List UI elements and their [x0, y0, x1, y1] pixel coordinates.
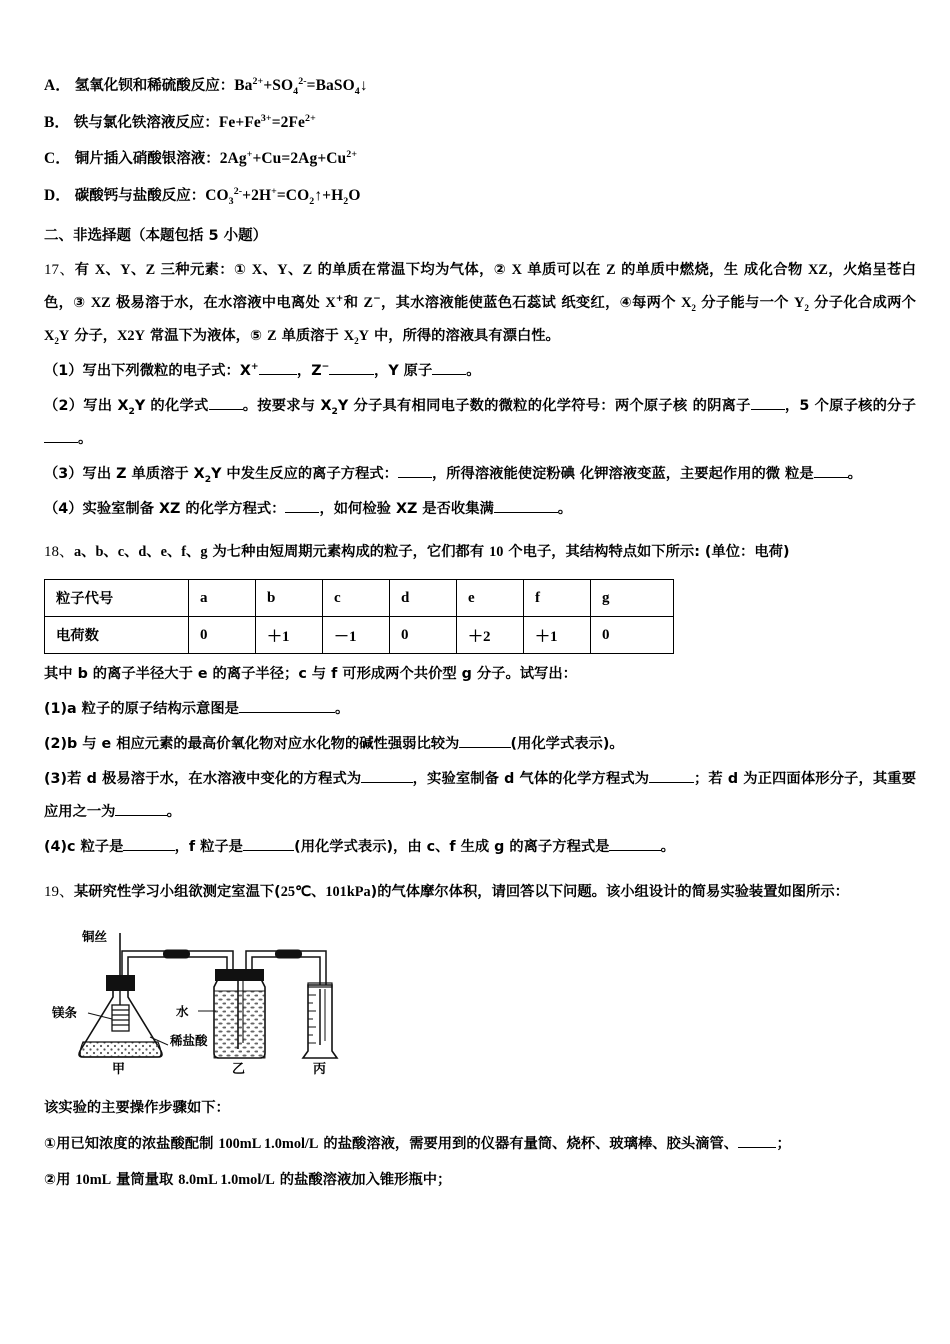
choice-label-d: D． — [44, 186, 71, 204]
step-2 — [44, 1163, 916, 1197]
question-18-stem — [44, 536, 916, 569]
answer-blank[interactable] — [609, 850, 660, 851]
particle-table-wrapper — [44, 579, 916, 654]
answer-blank[interactable] — [432, 374, 466, 375]
choice-text-d: 碳酸钙与盐酸反应： — [74, 187, 206, 204]
table-cell: d — [390, 580, 457, 617]
question-18-sub-4-text: (4)c 粒子是 ，f 粒子是 (用化学式表示)，由 c、f 生成 g 的离子方程式是 。 — [44, 839, 675, 855]
question-17-sub-1-text: （1）写出下列微粒的电子式：X+ ，Z− ，Y 原子 。 — [44, 362, 481, 379]
choice-option-b — [44, 112, 916, 131]
table-cell: －1 — [323, 617, 390, 654]
question-18-sub-3-text: (3)若 d 极易溶于水，在水溶液中变化的方程式为 ，实验室制备 d 气体的化学方程式为 ；若 d 为正四面体形分子，其重要应用之一为 。 — [44, 771, 916, 820]
answer-blank[interactable] — [738, 1147, 776, 1148]
question-19-number: 19、 — [44, 884, 75, 900]
choice-formula-d: $CO_3^{2-}+2H^+=CO_2↑+H_2O$ — [205, 185, 361, 207]
question-17-stem — [44, 254, 916, 353]
answer-blank[interactable] — [361, 782, 412, 783]
label-vessel-a: 甲 — [112, 1062, 126, 1075]
question-19-stem-text: 某研究性学习小组欲测定室温下(25℃、101kPa)的气体摩尔体积，请回答以下问题。该小组设计的简易实验装置如图所示： — [74, 884, 849, 900]
question-18-sub-2-text: (2)b 与 e 相应元素的最高价氧化物对应水化物的碱性强弱比较为 (用化学式表示)。 — [44, 736, 624, 752]
question-17-sub-1 — [44, 355, 916, 388]
section-heading: 二、非选择题（本题包括 5 小题） — [44, 228, 268, 244]
question-18-sub-2 — [44, 728, 916, 761]
answer-blank[interactable] — [123, 850, 174, 851]
step-2-text: ②用 10mL 量筒量取 8.0mL 1.0mol/L 的盐酸溶液加入锥形瓶中； — [44, 1172, 452, 1188]
particle-table — [44, 579, 674, 654]
answer-blank[interactable] — [44, 442, 78, 443]
answer-blank[interactable] — [115, 815, 166, 816]
question-18-sub-1 — [44, 693, 916, 726]
question-17-number: 17、 — [44, 262, 75, 278]
table-cell: ＋2 — [457, 617, 524, 654]
table-cell: 电荷数 — [45, 617, 189, 654]
answer-blank[interactable] — [239, 712, 335, 713]
question-17-sub-2-text: （2）写出 $X_2Y$ 的化学式 。按要求与 $X_2Y$ 分子具有相同电子数的微粒的化学符号：两个原子核 的阴离子 ，5 个原子核的分子。 — [44, 398, 916, 447]
label-magnesium-strip: 镁条 — [52, 1005, 78, 1020]
table-row — [45, 580, 674, 617]
question-17 — [44, 254, 916, 526]
table-cell: a — [189, 580, 256, 617]
answer-blank[interactable] — [751, 409, 785, 410]
choice-option-c — [44, 148, 916, 167]
answer-blank[interactable] — [649, 782, 694, 783]
question-17-sub-4-text: （4）实验室制备 XZ 的化学方程式： ，如何检验 XZ 是否收集满 。 — [44, 501, 573, 517]
answer-blank[interactable] — [209, 409, 243, 410]
choice-formula-b: $Fe+Fe^{3+}=2Fe^{2+}$ — [218, 112, 316, 131]
answer-blank[interactable] — [243, 850, 294, 851]
table-cell: 0 — [591, 617, 674, 654]
apparatus-svg — [50, 925, 380, 1075]
question-19-stem — [44, 876, 916, 909]
table-cell: 粒子代号 — [45, 580, 189, 617]
question-18-note — [44, 658, 916, 691]
question-18-number: 18、 — [44, 544, 75, 560]
table-cell: g — [591, 580, 674, 617]
question-17-sub-2 — [44, 390, 916, 456]
gas-bottle — [214, 969, 265, 1058]
question-18 — [44, 536, 916, 864]
choice-label-b: B． — [44, 113, 70, 131]
choice-text-b: 铁与氯化铁溶液反应： — [73, 114, 219, 131]
choice-text-a: 氢氧化钡和稀硫酸反应： — [74, 78, 235, 94]
choice-text-c: 铜片插入硝酸银溶液： — [74, 151, 220, 167]
table-cell: ＋1 — [256, 617, 323, 654]
label-dilute-hcl: 稀盐酸 — [170, 1033, 208, 1048]
particle-table-body — [45, 580, 674, 654]
steps-intro — [44, 1091, 916, 1125]
label-vessel-c: 丙 — [313, 1062, 327, 1075]
choice-label-a: A． — [44, 77, 71, 94]
table-cell: c — [323, 580, 390, 617]
question-17-sub-3-text: （3）写出 Z 单质溶于 $X_2Y$ 中发生反应的离子方程式： ，所得溶液能使淀粉碘 化钾溶液变蓝，主要起作用的微 粒是 。 — [44, 466, 862, 485]
table-cell: 0 — [390, 617, 457, 654]
question-19 — [44, 876, 916, 1197]
experiment-steps — [44, 1091, 916, 1197]
question-17-stem-text: 有 X、Y、Z 三种元素：① X、Y、Z 的单质在常温下均为气体，② X 单质可以在 Z 的单质中燃烧，生 成化合物 XZ，火焰呈苍白色，③ XZ 极易溶于水，在水溶液中电离处 X+和 Z−，其水溶液能使蓝色石蕊试 纸变红，④每两个 $X_2$ 分子能与一个 $Y_2$ 分子化合成两个 $X_2Y$ 分子，X2Y 常温下为液体，⑤ Z 单质溶于 $X_2Y$ 中，所得的溶液具有漂白性。 — [44, 262, 917, 346]
label-water: 水 — [176, 1004, 189, 1019]
step-1 — [44, 1127, 916, 1161]
choice-list — [44, 75, 916, 207]
choice-formula-a: $Ba^{2+}+SO_4^{2-}=BaSO_4↓$ — [234, 75, 368, 98]
question-18-stem-text: a、b、c、d、e、f、g 为七种由短周期元素构成的粒子，它们都有 10 个电子，其结构特点如下所示: (单位：电荷) — [74, 544, 790, 560]
steps-intro-text: 该实验的主要操作步骤如下： — [44, 1100, 230, 1116]
answer-blank[interactable] — [398, 477, 432, 478]
question-18-note-text: 其中 b 的离子半径大于 e 的离子半径；c 与 f 可形成两个共价型 g 分子。试写出： — [44, 666, 577, 682]
table-cell: f — [524, 580, 591, 617]
question-18-sub-1-text: (1)a 粒子的原子结构示意图是 。 — [44, 701, 350, 717]
answer-blank[interactable] — [285, 512, 319, 513]
table-row — [45, 617, 674, 654]
table-cell: b — [256, 580, 323, 617]
apparatus-diagram — [50, 925, 380, 1075]
page-content — [44, 75, 917, 1199]
choice-option-a — [44, 75, 916, 98]
answer-blank[interactable] — [259, 374, 297, 375]
table-cell: e — [457, 580, 524, 617]
question-17-sub-3 — [44, 458, 916, 491]
choice-label-c: C． — [44, 150, 71, 167]
answer-blank[interactable] — [494, 512, 558, 513]
answer-blank[interactable] — [814, 477, 848, 478]
choice-formula-c: $2Ag^++Cu=2Ag+Cu^{2+}$ — [219, 148, 358, 167]
table-cell: ＋1 — [524, 617, 591, 654]
label-vessel-b: 乙 — [232, 1062, 246, 1075]
table-cell: 0 — [189, 617, 256, 654]
choice-option-d — [44, 185, 916, 207]
question-18-sub-4 — [44, 831, 916, 864]
answer-blank[interactable] — [329, 374, 374, 375]
step-1-text: ①用已知浓度的浓盐酸配制 100mL 1.0mol/L 的盐酸溶液，需要用到的仪器有量筒、烧杯、玻璃棒、胶头滴管、 ； — [44, 1136, 791, 1152]
question-18-sub-3 — [44, 763, 916, 829]
question-17-sub-4 — [44, 493, 916, 526]
answer-blank[interactable] — [459, 747, 510, 748]
measuring-cylinder — [303, 983, 337, 1058]
label-copper-wire: 铜丝 — [82, 929, 108, 944]
